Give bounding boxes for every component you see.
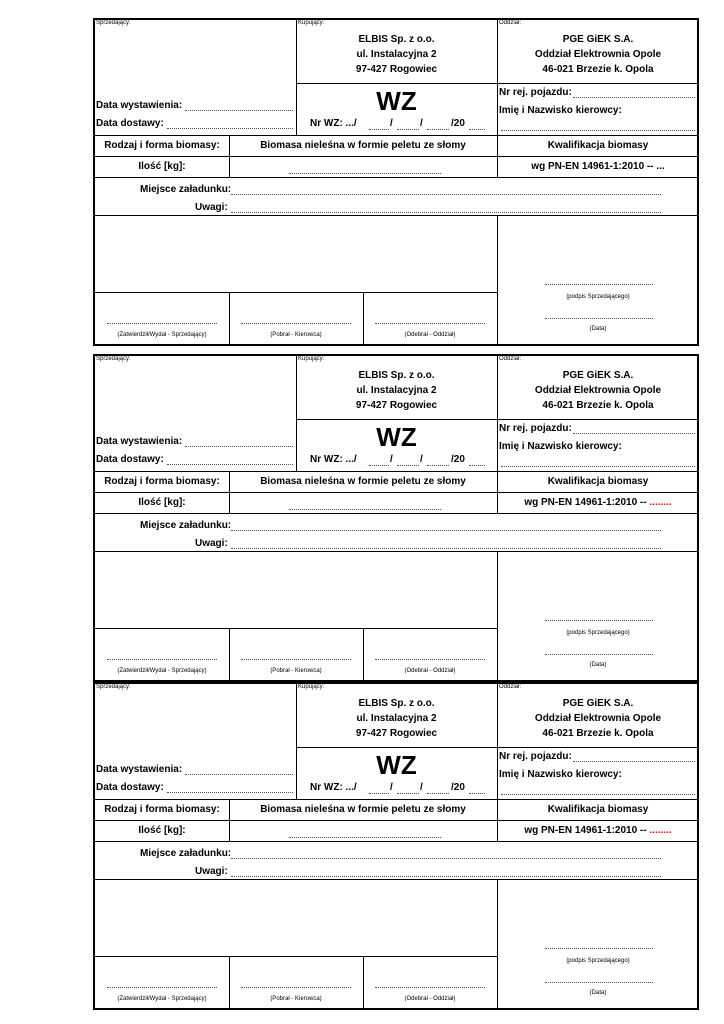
issue-date-field[interactable] <box>185 110 293 111</box>
notes-field[interactable] <box>231 548 661 549</box>
branch-city: 46-021 Brzezie k. Opola <box>542 64 654 75</box>
buyer-label: Kupujący: <box>298 356 325 362</box>
wz-number-field-3[interactable] <box>427 129 449 130</box>
wz-form-3 <box>93 682 699 1010</box>
biomass-description: Biomasa nieleśna w formie peletu ze słomy <box>260 804 466 815</box>
branch-city: 46-021 Brzezie k. Opola <box>542 728 654 739</box>
wz-number-field-3[interactable] <box>427 793 449 794</box>
vehicle-reg-label: Nr rej. pojazdu: <box>499 423 572 434</box>
driver-name-label: Imię i Nazwisko kierowcy: <box>499 769 622 780</box>
branch-label: Oddział: <box>499 684 522 690</box>
sign-branch-label: (Odebrał - Oddział) <box>404 996 456 1002</box>
qualification-label: Kwalifikacja biomasy <box>547 476 649 487</box>
biomass-type-label: Rodzaj i forma biomasy: <box>104 476 220 487</box>
document-code: WZ <box>376 422 417 452</box>
sign-approved-line[interactable] <box>107 659 217 660</box>
branch-name: PGE GiEK S.A. <box>562 34 634 45</box>
delivery-date-field[interactable] <box>167 128 293 129</box>
qualification-standard: wg PN-EN 14961-1:2010 -- ........ <box>524 825 672 836</box>
sign-branch-label: (Odebrał - Oddział) <box>404 668 456 674</box>
issue-date-label: Data wystawienia: <box>96 100 183 111</box>
buyer-street: ul. Instalacyjna 2 <box>356 49 437 60</box>
seller-signature-label: (podpis Sprzedającego) <box>566 630 630 636</box>
notes-field[interactable] <box>231 876 661 877</box>
date-label: (Data) <box>589 326 607 332</box>
loading-place-label: Miejsce załadunku: <box>140 184 232 195</box>
seller-label: Sprzedający: <box>96 684 131 690</box>
buyer-name: ELBIS Sp. z o.o. <box>358 698 435 709</box>
buyer-street: ul. Instalacyjna 2 <box>356 713 437 724</box>
vehicle-reg-label: Nr rej. pojazdu: <box>499 87 572 98</box>
date-line[interactable] <box>545 982 653 983</box>
buyer-city: 97-427 Rogowiec <box>355 64 438 75</box>
vehicle-reg-field[interactable] <box>573 761 695 762</box>
biomass-description: Biomasa nieleśna w formie peletu ze słomy <box>260 476 466 487</box>
wz-year: /20 <box>451 782 465 793</box>
biomass-description: Biomasa nieleśna w formie peletu ze słomy <box>260 140 466 151</box>
wz-year: /20 <box>451 454 465 465</box>
sign-branch-line[interactable] <box>375 323 485 324</box>
document-code: WZ <box>376 750 417 780</box>
seller-label: Sprzedający: <box>96 20 131 26</box>
driver-name-label: Imię i Nazwisko kierowcy: <box>499 105 622 116</box>
notes-label: Uwagi: <box>195 866 228 877</box>
wz-slash-1: / <box>390 782 393 793</box>
wz-number-field-2[interactable] <box>397 793 419 794</box>
loading-place-label: Miejsce załadunku: <box>140 520 232 531</box>
document-code: WZ <box>376 86 417 116</box>
sign-driver-label: (Pobrał - Kierowca) <box>270 332 322 338</box>
sign-branch-label: (Odebrał - Oddział) <box>404 332 456 338</box>
wz-number-field-1[interactable] <box>369 793 389 794</box>
sign-approved-label: (Zatwierdził/Wydał - Sprzedający) <box>117 996 207 1002</box>
wz-slash-2: / <box>420 454 423 465</box>
qualification-standard: wg PN-EN 14961-1:2010 -- ........ <box>524 497 672 508</box>
wz-year-field[interactable] <box>469 793 485 794</box>
seller-signature-line[interactable] <box>545 620 653 621</box>
date-line[interactable] <box>545 654 653 655</box>
wz-number-field-2[interactable] <box>397 129 419 130</box>
delivery-date-label: Data dostawy: <box>96 118 164 129</box>
quantity-field[interactable] <box>289 837 441 838</box>
loading-place-field[interactable] <box>231 194 661 195</box>
wz-number-field-1[interactable] <box>369 129 389 130</box>
loading-place-field[interactable] <box>231 530 661 531</box>
branch-city: 46-021 Brzezie k. Opola <box>542 400 654 411</box>
delivery-date-field[interactable] <box>167 464 293 465</box>
qualification-label: Kwalifikacja biomasy <box>547 804 649 815</box>
buyer-label: Kupujący: <box>298 684 325 690</box>
branch-name: PGE GiEK S.A. <box>562 370 634 381</box>
buyer-city: 97-427 Rogowiec <box>355 400 438 411</box>
wz-slash-2: / <box>420 118 423 129</box>
driver-name-field[interactable] <box>501 130 695 131</box>
sign-driver-line[interactable] <box>241 323 351 324</box>
wz-year-field[interactable] <box>469 129 485 130</box>
driver-name-field[interactable] <box>501 794 695 795</box>
qualification-label: Kwalifikacja biomasy <box>547 140 649 151</box>
wz-slash-1: / <box>390 118 393 129</box>
loading-place-field[interactable] <box>231 858 661 859</box>
date-label: (Data) <box>589 990 607 996</box>
sign-driver-label: (Pobrał - Kierowca) <box>270 668 322 674</box>
wz-form-1 <box>93 18 699 346</box>
wz-slash-2: / <box>420 782 423 793</box>
wz-number-field-2[interactable] <box>397 465 419 466</box>
branch-name: PGE GiEK S.A. <box>562 698 634 709</box>
buyer-name: ELBIS Sp. z o.o. <box>358 370 435 381</box>
delivery-date-label: Data dostawy: <box>96 454 164 465</box>
seller-signature-label: (podpis Sprzedającego) <box>566 294 630 300</box>
vehicle-reg-label: Nr rej. pojazdu: <box>499 751 572 762</box>
wz-slash-1: / <box>390 454 393 465</box>
sign-approved-label: (Zatwierdził/Wydał - Sprzedający) <box>117 332 207 338</box>
driver-name-label: Imię i Nazwisko kierowcy: <box>499 441 622 452</box>
quantity-label: Ilość [kg]: <box>138 161 186 172</box>
quantity-label: Ilość [kg]: <box>138 825 186 836</box>
delivery-date-field[interactable] <box>167 792 293 793</box>
vehicle-reg-field[interactable] <box>573 433 695 434</box>
quantity-field[interactable] <box>289 173 441 174</box>
vehicle-reg-field[interactable] <box>573 97 695 98</box>
sign-approved-label: (Zatwierdził/Wydał - Sprzedający) <box>117 668 207 674</box>
quantity-label: Ilość [kg]: <box>138 497 186 508</box>
issue-date-label: Data wystawienia: <box>96 436 183 447</box>
sign-approved-line[interactable] <box>107 323 217 324</box>
wz-year: /20 <box>451 118 465 129</box>
buyer-label: Kupujący: <box>298 20 325 26</box>
biomass-type-label: Rodzaj i forma biomasy: <box>104 140 220 151</box>
seller-label: Sprzedający: <box>96 356 131 362</box>
seller-signature-line[interactable] <box>545 948 653 949</box>
branch-label: Oddział: <box>499 20 522 26</box>
date-label: (Data) <box>589 662 607 668</box>
quantity-field[interactable] <box>289 509 441 510</box>
loading-place-label: Miejsce załadunku: <box>140 848 232 859</box>
branch-label: Oddział: <box>499 356 522 362</box>
wz-number-label: Nr WZ: .../ <box>310 454 357 465</box>
wz-form-2 <box>93 354 699 682</box>
notes-field[interactable] <box>231 212 661 213</box>
buyer-name: ELBIS Sp. z o.o. <box>358 34 435 45</box>
branch-division: Oddział Elektrownia Opole <box>534 385 662 396</box>
wz-number-field-1[interactable] <box>369 465 389 466</box>
notes-label: Uwagi: <box>195 202 228 213</box>
branch-division: Oddział Elektrownia Opole <box>534 49 662 60</box>
sign-driver-line[interactable] <box>241 659 351 660</box>
sign-branch-line[interactable] <box>375 659 485 660</box>
delivery-date-label: Data dostawy: <box>96 782 164 793</box>
wz-number-field-3[interactable] <box>427 465 449 466</box>
wz-number-label: Nr WZ: .../ <box>310 118 357 129</box>
seller-signature-label: (podpis Sprzedającego) <box>566 958 630 964</box>
sign-driver-label: (Pobrał - Kierowca) <box>270 996 322 1002</box>
sign-branch-line[interactable] <box>375 987 485 988</box>
buyer-street: ul. Instalacyjna 2 <box>356 385 437 396</box>
issue-date-field[interactable] <box>185 774 293 775</box>
wz-year-field[interactable] <box>469 465 485 466</box>
notes-label: Uwagi: <box>195 538 228 549</box>
wz-number-label: Nr WZ: .../ <box>310 782 357 793</box>
qualification-standard: wg PN-EN 14961-1:2010 -- ... <box>531 161 665 172</box>
sign-driver-line[interactable] <box>241 987 351 988</box>
driver-name-field[interactable] <box>501 466 695 467</box>
biomass-type-label: Rodzaj i forma biomasy: <box>104 804 220 815</box>
date-line[interactable] <box>545 318 653 319</box>
issue-date-label: Data wystawienia: <box>96 764 183 775</box>
buyer-city: 97-427 Rogowiec <box>355 728 438 739</box>
branch-division: Oddział Elektrownia Opole <box>534 713 662 724</box>
sign-approved-line[interactable] <box>107 987 217 988</box>
issue-date-field[interactable] <box>185 446 293 447</box>
seller-signature-line[interactable] <box>545 284 653 285</box>
